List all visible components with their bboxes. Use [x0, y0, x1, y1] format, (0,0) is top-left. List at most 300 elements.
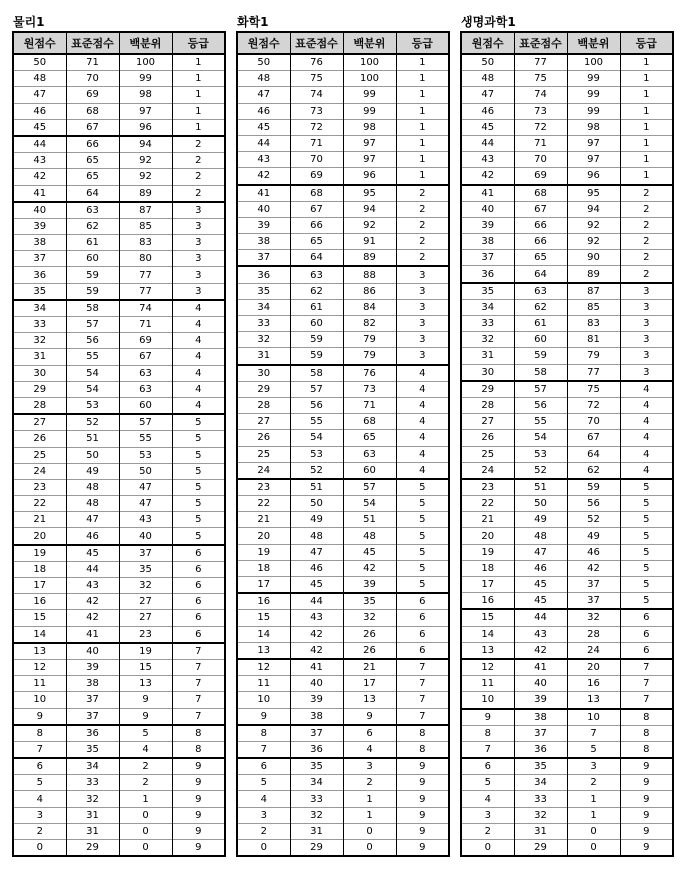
grade-cell: 2: [620, 185, 673, 202]
raw-score-cell: 8: [13, 725, 66, 742]
grade-cell: 7: [172, 643, 225, 660]
standard-score-cell: 31: [290, 823, 343, 839]
table-row: [13, 708, 225, 725]
table-row: [13, 594, 225, 610]
raw-score-cell: 45: [13, 119, 66, 136]
table-row: [237, 544, 449, 560]
percentile-cell: 60: [119, 397, 172, 414]
percentile-cell: 13: [119, 676, 172, 692]
standard-score-cell: 65: [66, 153, 119, 169]
raw-score-cell: 37: [237, 250, 290, 267]
percentile-cell: 1: [567, 807, 620, 823]
grade-cell: 7: [620, 676, 673, 692]
grade-cell: 9: [172, 775, 225, 791]
grade-cell: 2: [172, 169, 225, 185]
percentile-cell: 21: [343, 659, 396, 676]
percentile-cell: 32: [567, 609, 620, 626]
percentile-cell: 17: [343, 676, 396, 692]
raw-score-cell: 36: [13, 267, 66, 283]
percentile-cell: 26: [343, 642, 396, 659]
raw-score-cell: 9: [461, 709, 514, 726]
percentile-cell: 1: [567, 791, 620, 807]
raw-score-cell: 6: [237, 758, 290, 775]
table-row: [461, 626, 673, 642]
standard-score-cell: 51: [514, 479, 567, 496]
grade-cell: 1: [620, 87, 673, 103]
grade-cell: 5: [172, 528, 225, 545]
table-row: [237, 430, 449, 446]
raw-score-cell: 27: [461, 414, 514, 430]
table-row: [13, 610, 225, 626]
table-row: [461, 479, 673, 496]
grade-cell: 4: [172, 333, 225, 349]
standard-score-cell: 39: [290, 692, 343, 708]
raw-score-cell: 50: [13, 54, 66, 71]
grade-cell: 6: [172, 545, 225, 562]
table-row: [461, 609, 673, 626]
standard-score-cell: 64: [290, 250, 343, 267]
table-row: [461, 332, 673, 348]
raw-score-cell: 47: [461, 87, 514, 103]
grade-cell: 4: [620, 430, 673, 446]
standard-score-cell: 71: [66, 54, 119, 71]
grade-cell: 6: [172, 610, 225, 626]
standard-score-cell: 64: [514, 266, 567, 283]
standard-score-cell: 66: [66, 136, 119, 153]
raw-score-cell: 10: [461, 692, 514, 709]
grade-cell: 8: [396, 741, 449, 758]
percentile-cell: 98: [119, 87, 172, 103]
percentile-cell: 3: [567, 758, 620, 775]
raw-score-cell: 50: [461, 54, 514, 71]
grade-cell: 9: [172, 791, 225, 807]
percentile-cell: 3: [343, 758, 396, 775]
raw-score-cell: 12: [237, 659, 290, 676]
table-row: [461, 593, 673, 610]
raw-score-cell: 20: [237, 528, 290, 544]
grade-cell: 3: [620, 299, 673, 315]
raw-score-cell: 3: [461, 807, 514, 823]
raw-score-cell: 35: [461, 283, 514, 300]
percentile-cell: 32: [343, 610, 396, 626]
column-header-standard-score: 표준점수: [66, 32, 119, 54]
column-header-raw-score: 원점수: [237, 32, 290, 54]
table-row: [13, 349, 225, 365]
grade-cell: 6: [396, 642, 449, 659]
standard-score-cell: 37: [514, 725, 567, 741]
raw-score-cell: 23: [237, 479, 290, 496]
percentile-cell: 89: [343, 250, 396, 267]
standard-score-cell: 34: [514, 775, 567, 791]
percentile-cell: 20: [567, 659, 620, 676]
percentile-cell: 98: [567, 119, 620, 135]
grade-cell: 5: [396, 528, 449, 544]
table-row: [461, 168, 673, 185]
standard-score-cell: 54: [290, 430, 343, 446]
standard-score-cell: 63: [290, 266, 343, 283]
table-row: [13, 397, 225, 414]
percentile-cell: 0: [567, 840, 620, 857]
standard-score-cell: 46: [66, 528, 119, 545]
table-row: [13, 840, 225, 857]
grade-cell: 9: [620, 775, 673, 791]
table-row: [461, 840, 673, 857]
table-row: [237, 119, 449, 135]
raw-score-cell: 38: [237, 234, 290, 250]
percentile-cell: 97: [567, 135, 620, 151]
table-row: [461, 234, 673, 250]
table-row: [461, 103, 673, 119]
grade-cell: 1: [172, 71, 225, 87]
raw-score-cell: 8: [237, 725, 290, 742]
raw-score-cell: 0: [461, 840, 514, 857]
raw-score-cell: 10: [13, 692, 66, 708]
percentile-cell: 10: [567, 709, 620, 726]
standard-score-cell: 29: [514, 840, 567, 857]
standard-score-cell: 60: [514, 332, 567, 348]
standard-score-cell: 45: [290, 577, 343, 594]
percentile-cell: 100: [343, 71, 396, 87]
percentile-cell: 95: [343, 185, 396, 202]
raw-score-cell: 47: [13, 87, 66, 103]
standard-score-cell: 67: [290, 201, 343, 217]
table-row: [237, 348, 449, 365]
table-row: [237, 316, 449, 332]
raw-score-cell: 14: [461, 626, 514, 642]
raw-score-cell: 46: [13, 103, 66, 119]
grade-cell: 7: [172, 659, 225, 675]
standard-score-cell: 46: [290, 560, 343, 576]
grade-cell: 2: [620, 201, 673, 217]
standard-score-cell: 65: [66, 169, 119, 185]
standard-score-cell: 35: [514, 758, 567, 775]
percentile-cell: 52: [567, 512, 620, 528]
grade-cell: 6: [620, 642, 673, 659]
percentile-cell: 99: [343, 87, 396, 103]
grade-cell: 9: [620, 840, 673, 857]
table-row: [13, 71, 225, 87]
table-row: [461, 54, 673, 71]
grade-cell: 4: [396, 397, 449, 413]
table-row: [13, 512, 225, 528]
table-row: [237, 87, 449, 103]
standard-score-cell: 58: [66, 300, 119, 317]
raw-score-cell: 11: [237, 676, 290, 692]
percentile-cell: 2: [119, 758, 172, 775]
raw-score-cell: 36: [237, 266, 290, 283]
standard-score-cell: 31: [514, 823, 567, 839]
table-row: [237, 332, 449, 348]
raw-score-cell: 48: [461, 71, 514, 87]
grade-cell: 4: [620, 397, 673, 413]
grade-cell: 5: [620, 544, 673, 560]
table-title: 생명과학1: [461, 15, 516, 29]
grade-cell: 5: [172, 414, 225, 431]
table-row: [461, 348, 673, 364]
percentile-cell: 70: [567, 414, 620, 430]
raw-score-cell: 36: [461, 266, 514, 283]
table-row: [13, 202, 225, 219]
table-row: [13, 119, 225, 136]
percentile-cell: 86: [343, 283, 396, 299]
column-header-percentile: 백분위: [119, 32, 172, 54]
standard-score-cell: 66: [514, 217, 567, 233]
raw-score-cell: 29: [461, 381, 514, 398]
table-row: [237, 840, 449, 857]
percentile-cell: 100: [119, 54, 172, 71]
table-row: [237, 577, 449, 594]
raw-score-cell: 31: [237, 348, 290, 365]
raw-score-cell: 41: [461, 185, 514, 202]
grade-cell: 4: [620, 462, 673, 479]
grade-cell: 1: [396, 135, 449, 151]
standard-score-cell: 35: [290, 758, 343, 775]
grade-cell: 5: [620, 577, 673, 593]
standard-score-cell: 47: [290, 544, 343, 560]
table-row: [461, 528, 673, 544]
grade-cell: 6: [172, 561, 225, 577]
grade-cell: 6: [396, 626, 449, 642]
raw-score-cell: 48: [13, 71, 66, 87]
grade-cell: 5: [172, 447, 225, 463]
grade-cell: 4: [396, 462, 449, 479]
grade-cell: 3: [172, 235, 225, 251]
table-row: [237, 479, 449, 496]
grade-cell: 1: [396, 54, 449, 71]
raw-score-cell: 13: [461, 642, 514, 659]
standard-score-cell: 56: [290, 397, 343, 413]
percentile-cell: 87: [119, 202, 172, 219]
grade-cell: 9: [620, 807, 673, 823]
standard-score-cell: 56: [514, 397, 567, 413]
raw-score-cell: 7: [461, 741, 514, 758]
standard-score-cell: 55: [290, 414, 343, 430]
percentile-cell: 43: [119, 512, 172, 528]
raw-score-cell: 3: [13, 807, 66, 823]
table-row: [13, 578, 225, 594]
raw-score-cell: 2: [237, 823, 290, 839]
grade-cell: 1: [396, 71, 449, 87]
table-row: [237, 103, 449, 119]
percentile-cell: 35: [119, 561, 172, 577]
percentile-cell: 94: [119, 136, 172, 153]
percentile-cell: 51: [343, 512, 396, 528]
standard-score-cell: 57: [66, 317, 119, 333]
raw-score-cell: 40: [13, 202, 66, 219]
percentile-cell: 59: [567, 479, 620, 496]
grade-cell: 6: [172, 578, 225, 594]
table-row: [237, 381, 449, 397]
raw-score-cell: 22: [461, 496, 514, 512]
raw-score-cell: 24: [461, 462, 514, 479]
raw-score-cell: 26: [13, 431, 66, 447]
raw-score-cell: 22: [237, 496, 290, 512]
raw-score-cell: 18: [237, 560, 290, 576]
percentile-cell: 76: [343, 365, 396, 382]
standard-score-cell: 65: [290, 234, 343, 250]
percentile-cell: 92: [343, 217, 396, 233]
table-row: [461, 201, 673, 217]
table-row: [237, 365, 449, 382]
grade-cell: 3: [396, 283, 449, 299]
raw-score-cell: 25: [13, 447, 66, 463]
table-row: [13, 463, 225, 479]
table-row: [461, 642, 673, 659]
raw-score-cell: 45: [461, 119, 514, 135]
raw-score-cell: 0: [237, 840, 290, 857]
table-row: [461, 512, 673, 528]
table-row: [13, 725, 225, 742]
standard-score-cell: 32: [514, 807, 567, 823]
standard-score-cell: 41: [514, 659, 567, 676]
grade-cell: 2: [172, 136, 225, 153]
standard-score-cell: 67: [514, 201, 567, 217]
standard-score-cell: 51: [66, 431, 119, 447]
standard-score-cell: 70: [514, 152, 567, 168]
score-table: [236, 31, 450, 857]
grade-cell: 1: [172, 119, 225, 136]
grade-cell: 1: [172, 87, 225, 103]
grade-cell: 8: [620, 725, 673, 741]
raw-score-cell: 39: [13, 218, 66, 234]
table-row: [13, 153, 225, 169]
percentile-cell: 9: [119, 692, 172, 708]
raw-score-cell: 41: [237, 185, 290, 202]
standard-score-cell: 42: [290, 642, 343, 659]
percentile-cell: 1: [343, 791, 396, 807]
standard-score-cell: 29: [290, 840, 343, 857]
percentile-cell: 99: [567, 103, 620, 119]
grade-cell: 5: [396, 577, 449, 594]
standard-score-cell: 54: [66, 365, 119, 381]
grade-cell: 1: [620, 152, 673, 168]
percentile-cell: 0: [119, 823, 172, 839]
percentile-cell: 56: [567, 496, 620, 512]
grade-cell: 4: [172, 397, 225, 414]
standard-score-cell: 63: [66, 202, 119, 219]
standard-score-cell: 71: [514, 135, 567, 151]
table-row: [13, 414, 225, 431]
table-block-chemistry: [236, 14, 450, 857]
standard-score-cell: 59: [514, 348, 567, 364]
percentile-cell: 67: [567, 430, 620, 446]
table-row: [237, 217, 449, 233]
standard-score-cell: 61: [290, 299, 343, 315]
percentile-cell: 26: [343, 626, 396, 642]
grade-cell: 8: [620, 741, 673, 758]
raw-score-cell: 27: [13, 414, 66, 431]
table-row: [237, 708, 449, 725]
grade-cell: 7: [396, 692, 449, 708]
percentile-cell: 72: [567, 397, 620, 413]
table-row: [237, 54, 449, 71]
column-header-grade: 등급: [172, 32, 225, 54]
table-row: [237, 168, 449, 185]
table-row: [461, 316, 673, 332]
standard-score-cell: 72: [290, 119, 343, 135]
percentile-cell: 79: [343, 348, 396, 365]
raw-score-cell: 21: [237, 512, 290, 528]
table-row: [461, 807, 673, 823]
grade-cell: 5: [396, 512, 449, 528]
standard-score-cell: 54: [514, 430, 567, 446]
raw-score-cell: 5: [461, 775, 514, 791]
grade-cell: 1: [620, 54, 673, 71]
table-row: [461, 71, 673, 87]
standard-score-cell: 69: [514, 168, 567, 185]
raw-score-cell: 22: [13, 496, 66, 512]
raw-score-cell: 41: [13, 185, 66, 202]
percentile-cell: 74: [119, 300, 172, 317]
standard-score-cell: 56: [66, 333, 119, 349]
raw-score-cell: 33: [237, 316, 290, 332]
table-row: [237, 414, 449, 430]
table-row: [237, 446, 449, 462]
raw-score-cell: 2: [461, 823, 514, 839]
raw-score-cell: 13: [13, 643, 66, 660]
table-row: [461, 446, 673, 462]
grade-cell: 9: [172, 758, 225, 775]
raw-score-cell: 32: [13, 333, 66, 349]
grade-cell: 9: [396, 758, 449, 775]
grade-cell: 1: [396, 87, 449, 103]
percentile-cell: 47: [119, 479, 172, 495]
grade-cell: 1: [396, 119, 449, 135]
grade-cell: 4: [172, 317, 225, 333]
grade-cell: 8: [620, 709, 673, 726]
percentile-cell: 88: [343, 266, 396, 283]
raw-score-cell: 2: [13, 823, 66, 839]
raw-score-cell: 17: [13, 578, 66, 594]
percentile-cell: 24: [567, 642, 620, 659]
table-row: [461, 430, 673, 446]
raw-score-cell: 39: [237, 217, 290, 233]
percentile-cell: 60: [343, 462, 396, 479]
standard-score-cell: 69: [290, 168, 343, 185]
table-row: [13, 218, 225, 234]
percentile-cell: 16: [567, 676, 620, 692]
standard-score-cell: 29: [66, 840, 119, 857]
standard-score-cell: 76: [290, 54, 343, 71]
grade-cell: 3: [172, 202, 225, 219]
standard-score-cell: 77: [514, 54, 567, 71]
standard-score-cell: 73: [514, 103, 567, 119]
raw-score-cell: 42: [461, 168, 514, 185]
standard-score-cell: 50: [66, 447, 119, 463]
standard-score-cell: 57: [514, 381, 567, 398]
standard-score-cell: 45: [66, 545, 119, 562]
table-row: [13, 791, 225, 807]
raw-score-cell: 29: [13, 381, 66, 397]
standard-score-cell: 53: [514, 446, 567, 462]
raw-score-cell: 28: [13, 397, 66, 414]
percentile-cell: 0: [343, 823, 396, 839]
percentile-cell: 71: [119, 317, 172, 333]
percentile-cell: 35: [343, 593, 396, 610]
grade-cell: 2: [172, 153, 225, 169]
table-row: [13, 317, 225, 333]
percentile-cell: 0: [567, 823, 620, 839]
standard-score-cell: 49: [514, 512, 567, 528]
grade-cell: 4: [620, 381, 673, 398]
raw-score-cell: 31: [461, 348, 514, 364]
raw-score-cell: 34: [461, 299, 514, 315]
table-row: [461, 364, 673, 381]
grade-cell: 9: [396, 840, 449, 857]
table-row: [461, 152, 673, 168]
raw-score-cell: 35: [237, 283, 290, 299]
grade-cell: 3: [620, 283, 673, 300]
